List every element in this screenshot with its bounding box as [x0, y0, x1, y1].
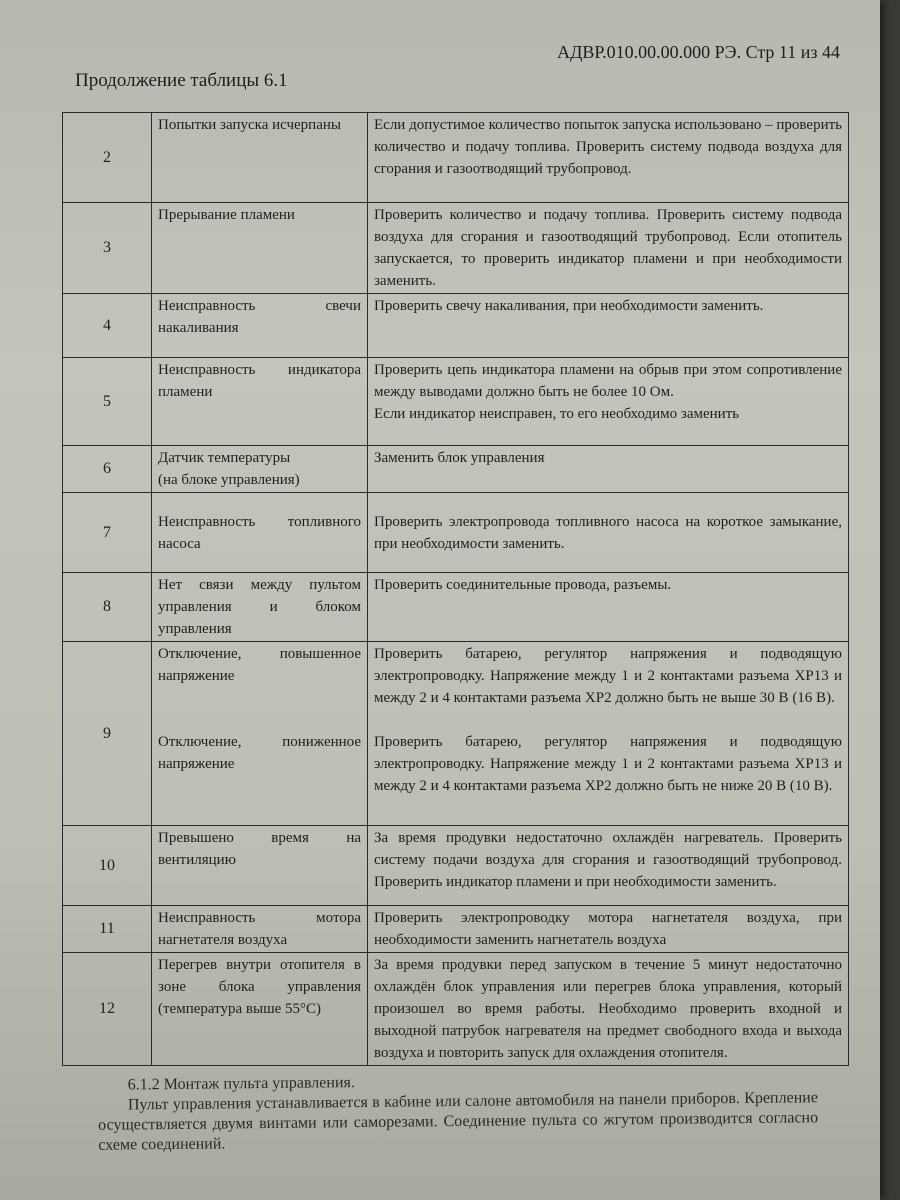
- table-row: [63, 446, 849, 493]
- table-row: [63, 826, 849, 906]
- fault-action-part: Проверить цепь индикатора пламени на обрыв при этом сопротивление между выводами должно быть не более 10 Ом.: [374, 362, 842, 400]
- section-paragraph: Пульт управления устанавливается в кабине или салоне автомобиля на панели приборов. Крепление осуществляется двумя винтами или саморезами. Соединение пульта со жгутом производится согласно схеме соединений.: [98, 1089, 819, 1154]
- fault-action: Проверить электропроводку мотора нагнетателя воздуха, при необходимости заменить нагнетатель воздуха: [368, 906, 849, 953]
- table-row: [63, 358, 849, 446]
- table-row: [63, 573, 849, 642]
- table-row: [63, 642, 849, 826]
- row-number: 10: [63, 826, 152, 906]
- fault-action: [368, 642, 849, 826]
- fault-action: [368, 358, 849, 446]
- fault-description: [152, 642, 368, 826]
- row-number: 7: [63, 493, 152, 573]
- fault-action: Проверить свечу накаливания, при необходимости заменить.: [368, 294, 849, 358]
- fault-description-line: (на блоке управления): [158, 472, 300, 488]
- row-number: 5: [63, 358, 152, 446]
- section-heading: 6.1.2 Монтаж пульта управления.: [127, 1074, 355, 1094]
- table-row: [63, 953, 849, 1066]
- row-number: 12: [63, 953, 152, 1066]
- fault-description-line: Датчик температуры: [158, 450, 291, 466]
- row-number: 2: [63, 113, 152, 203]
- fault-action-part: Проверить батарею, регулятор напряжения и подводящую электропроводку. Напряжение между 1 и 2 контактами разъема ХР13 и между 2 и 4 контактами разъема ХР2 должно быть не ниже 20 В (10 В).: [374, 734, 842, 794]
- fault-description: Неисправность индикатора пламени: [152, 358, 368, 446]
- fault-description-part: Отключение, повышенное напряжение: [158, 646, 361, 684]
- table-row: [63, 203, 849, 294]
- fault-description: Прерывание пламени: [152, 203, 368, 294]
- installation-section: [98, 1068, 819, 1156]
- row-number: 8: [63, 573, 152, 642]
- table-caption: Продолжение таблицы 6.1: [75, 70, 288, 91]
- fault-action-part: Проверить батарею, регулятор напряжения и подводящую электропроводку. Напряжение между 1 и 2 контактами разъема ХР13 и между 2 и 4 контактами разъема ХР2 должно быть не выше 30 В (16 В).: [374, 646, 842, 706]
- fault-description: Превышено время на вентиляцию: [152, 826, 368, 906]
- row-number: 4: [63, 294, 152, 358]
- fault-description: Неисправность мотора нагнетателя воздуха: [152, 906, 368, 953]
- fault-action: За время продувки недостаточно охлаждён нагреватель. Проверить систему подачи воздуха для сгорания и газоотводящий трубопровод. Проверить индикатор пламени и при необходимости заменить.: [368, 826, 849, 906]
- fault-description-part: Отключение, пониженное напряжение: [158, 734, 361, 772]
- row-number: 9: [63, 642, 152, 826]
- fault-action: Проверить количество и подачу топлива. Проверить систему подвода воздуха для сгорания и газоотводящий трубопровод. Если отопитель запускается, то проверить индикатор пламени и при необходимости заменить.: [368, 203, 849, 294]
- fault-description: Неисправность свечи накаливания: [152, 294, 368, 358]
- fault-description: Нет связи между пультом управления и блоком управления: [152, 573, 368, 642]
- document-header: АДВР.010.00.00.000 РЭ. Стр 11 из 44: [557, 42, 840, 62]
- fault-description: Попытки запуска исчерпаны: [152, 113, 368, 203]
- table-row: [63, 493, 849, 573]
- fault-table: [62, 112, 849, 1066]
- fault-action: За время продувки перед запуском в течение 5 минут недостаточно охлаждён блок управления или перегрев блока управления, который произошел во время работы. Необходимо проверить входной и выходной патрубок нагревателя на предмет свободного входа и выхода воздуха и повторить запуск для охлаждения отопителя.: [368, 953, 849, 1066]
- row-number: 3: [63, 203, 152, 294]
- fault-description: Неисправность топливного насоса: [152, 493, 368, 573]
- fault-action: Если допустимое количество попыток запуска использовано – проверить количество и подачу топлива. Проверить систему подвода воздуха для сгорания и газоотводящий трубопровод.: [368, 113, 849, 203]
- fault-description: Перегрев внутри отопителя в зоне блока управления (температура выше 55°С): [152, 953, 368, 1066]
- fault-action: Заменить блок управления: [368, 446, 849, 493]
- row-number: 11: [63, 906, 152, 953]
- table-row: [63, 294, 849, 358]
- row-number: 6: [63, 446, 152, 493]
- fault-description: [152, 446, 368, 493]
- fault-action: Проверить электропровода топливного насоса на короткое замыкание, при необходимости заменить.: [368, 493, 849, 573]
- table-row: [63, 906, 849, 953]
- fault-action-part: Если индикатор неисправен, то его необходимо заменить: [374, 406, 740, 422]
- table-row: [63, 113, 849, 203]
- fault-action: Проверить соединительные провода, разъемы.: [368, 573, 849, 642]
